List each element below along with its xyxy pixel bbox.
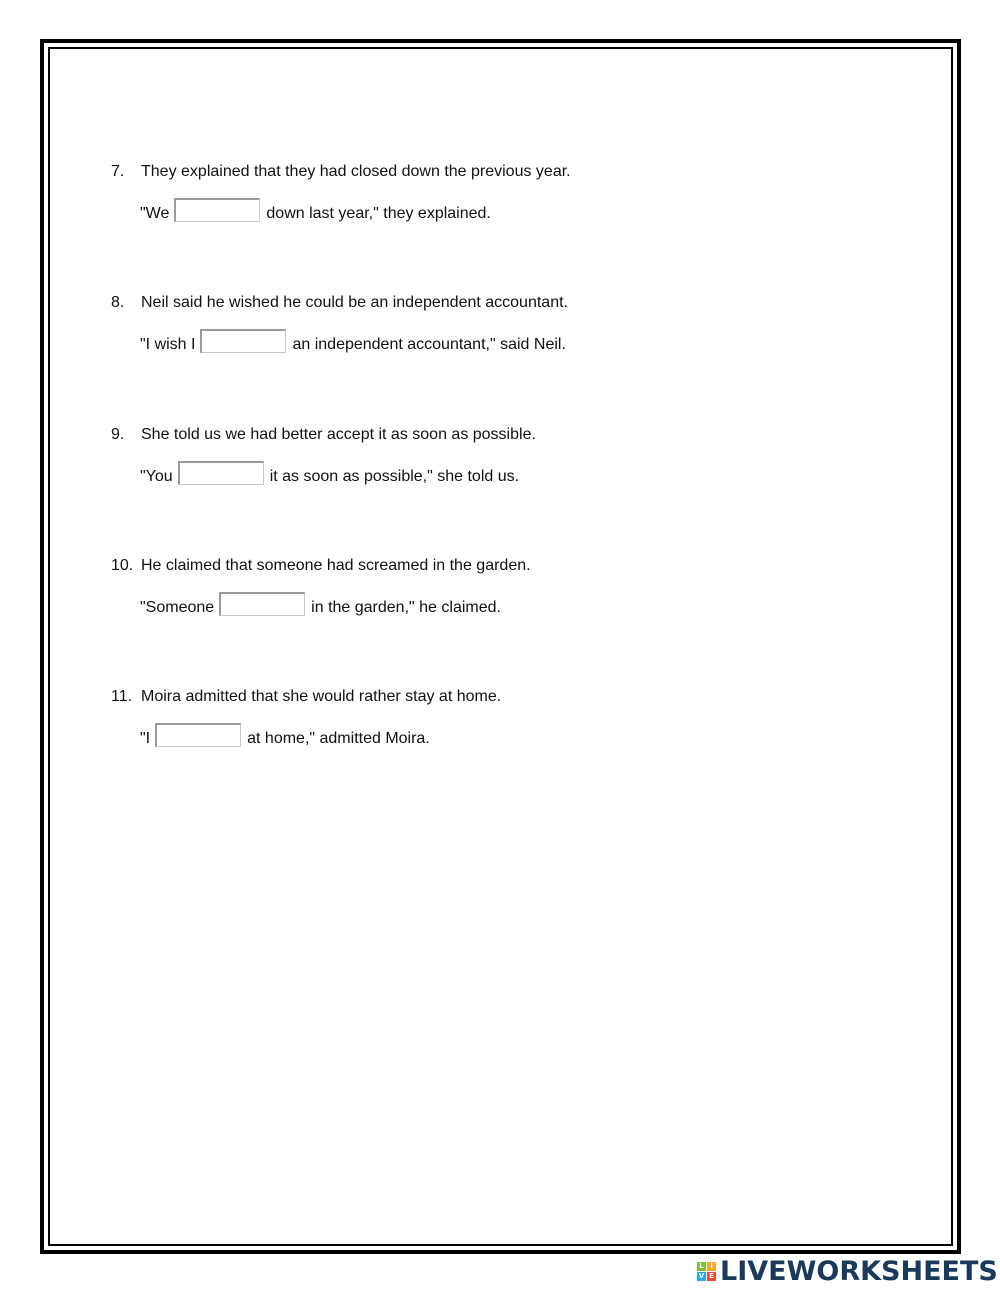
answer-line bbox=[140, 463, 519, 487]
logo-text: LIVEWORKSHEETS bbox=[720, 1255, 998, 1287]
answer-suffix: it as soon as possible," she told us. bbox=[269, 468, 520, 485]
question-text: They explained that they had closed down the previous year. bbox=[141, 163, 571, 180]
question-text: He claimed that someone had screamed in the garden. bbox=[141, 557, 531, 574]
answer-input[interactable] bbox=[155, 723, 241, 747]
question-number: 11. bbox=[111, 688, 133, 705]
answer-input[interactable] bbox=[200, 329, 286, 353]
question-text: Neil said he wished he could be an independent accountant. bbox=[141, 294, 568, 311]
question-text: She told us we had better accept it as soon as possible. bbox=[141, 426, 536, 443]
question-number: 7. bbox=[111, 163, 125, 180]
answer-prefix: "I wish I bbox=[140, 336, 196, 353]
question-statement bbox=[111, 425, 536, 445]
answer-suffix: an independent accountant," said Neil. bbox=[292, 336, 566, 353]
question-statement bbox=[111, 162, 571, 182]
answer-line bbox=[140, 331, 566, 355]
logo-block: V bbox=[698, 1271, 705, 1280]
answer-prefix: "Someone bbox=[140, 599, 215, 616]
worksheet-inner-border bbox=[48, 47, 953, 1246]
logo-block: I bbox=[707, 1262, 716, 1271]
answer-prefix: "I bbox=[140, 730, 151, 747]
question-number: 9. bbox=[111, 426, 125, 443]
answer-input[interactable] bbox=[219, 592, 305, 616]
question-text: Moira admitted that she would rather stay at home. bbox=[141, 688, 502, 705]
question-statement bbox=[111, 556, 531, 576]
question-statement bbox=[111, 293, 568, 313]
answer-suffix: at home," admitted Moira. bbox=[247, 730, 430, 747]
logo-block: E bbox=[707, 1272, 716, 1281]
logo-blocks-icon bbox=[697, 1262, 716, 1281]
answer-prefix: "We bbox=[140, 205, 170, 222]
answer-input[interactable] bbox=[178, 461, 264, 485]
answer-line bbox=[140, 200, 491, 224]
answer-line bbox=[140, 725, 430, 749]
answer-suffix: down last year," they explained. bbox=[266, 205, 491, 222]
logo-block: L bbox=[697, 1262, 706, 1271]
question-statement bbox=[111, 687, 501, 707]
answer-prefix: "You bbox=[140, 468, 173, 485]
answer-input[interactable] bbox=[174, 198, 260, 222]
question-number: 8. bbox=[111, 294, 125, 311]
question-number: 10. bbox=[111, 557, 134, 574]
answer-suffix: in the garden," he claimed. bbox=[311, 599, 501, 616]
liveworksheets-logo[interactable] bbox=[697, 1257, 998, 1285]
answer-line bbox=[140, 594, 501, 618]
